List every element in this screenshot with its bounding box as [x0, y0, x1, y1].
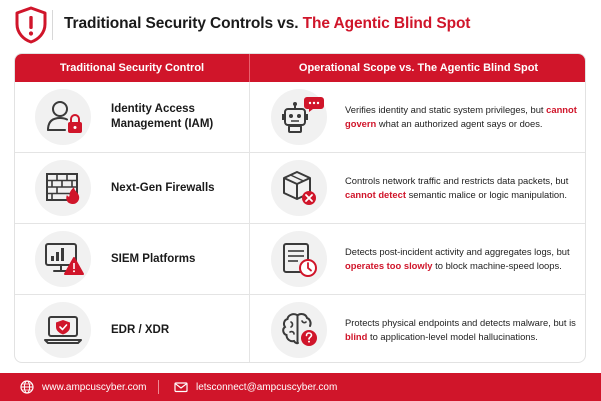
table-row	[15, 82, 586, 152]
header	[0, 0, 601, 50]
footer	[0, 373, 601, 401]
firewall-icon	[35, 160, 91, 216]
control-icon-circle	[35, 89, 91, 145]
scope-icon-circle	[271, 89, 327, 145]
log-clock-icon	[271, 231, 327, 287]
globe-icon	[20, 380, 34, 394]
desc-highlight: cannot govern	[345, 104, 577, 129]
desc-highlight: blind	[345, 331, 368, 342]
mail-icon	[174, 380, 188, 394]
desc-text: to block machine-speed loops.	[435, 260, 562, 271]
website-link[interactable]	[20, 373, 146, 401]
desc-text: Protects physical endpoints and detects malware, but is	[345, 317, 576, 328]
desc-text: Controls network traffic and restricts data packets, but	[345, 175, 569, 186]
table-row	[15, 224, 586, 294]
brain-question-icon	[271, 302, 327, 358]
desc-text: Detects post-incident activity and aggregates logs, but	[345, 246, 570, 257]
table-header	[15, 54, 586, 82]
footer-divider	[158, 380, 159, 394]
comparison-table	[14, 53, 586, 363]
website-text: www.ampcuscyber.com	[42, 381, 147, 393]
robot-chat-icon	[271, 89, 327, 145]
header-divider	[52, 10, 53, 40]
control-name: EDR / XDR	[111, 323, 170, 336]
desc-text: to application-level model hallucinations.	[370, 331, 538, 342]
column-header-scope: Operational Scope vs. The Agentic Blind Spot	[298, 62, 539, 74]
control-name: Next-Gen Firewalls	[111, 181, 215, 194]
monitor-alert-icon	[35, 231, 91, 287]
control-icon-circle	[35, 302, 91, 358]
scope-description	[345, 82, 585, 152]
package-blocked-icon	[271, 160, 327, 216]
control-icon-circle	[35, 160, 91, 216]
user-lock-icon	[35, 89, 91, 145]
desc-highlight: cannot detect	[345, 189, 406, 200]
desc-text: Verifies identity and static system privileges, but	[345, 104, 544, 115]
table-row	[15, 153, 586, 223]
email-link[interactable]	[174, 373, 337, 401]
page-title	[64, 15, 470, 33]
email-text: letsconnect@ampcuscyber.com	[196, 381, 338, 393]
desc-highlight: operates too slowly	[345, 260, 433, 271]
scope-icon-circle	[271, 231, 327, 287]
scope-description	[345, 295, 585, 363]
control-name: Identity Access Management (IAM)	[111, 103, 214, 130]
scope-description	[345, 153, 585, 223]
laptop-shield-icon	[35, 302, 91, 358]
shield-alert-icon	[14, 6, 48, 44]
desc-text: semantic malice or logic manipulation.	[408, 189, 567, 200]
desc-text: what an authorized agent says or does.	[378, 118, 543, 129]
title-accent: The Agentic Blind Spot	[302, 15, 471, 32]
table-row	[15, 295, 586, 363]
control-name: SIEM Platforms	[111, 252, 196, 265]
scope-icon-circle	[271, 302, 327, 358]
title-main: Traditional Security Controls vs.	[64, 15, 299, 32]
control-icon-circle	[35, 231, 91, 287]
column-header-control: Traditional Security Control	[59, 62, 205, 74]
scope-description	[345, 224, 585, 294]
scope-icon-circle	[271, 160, 327, 216]
